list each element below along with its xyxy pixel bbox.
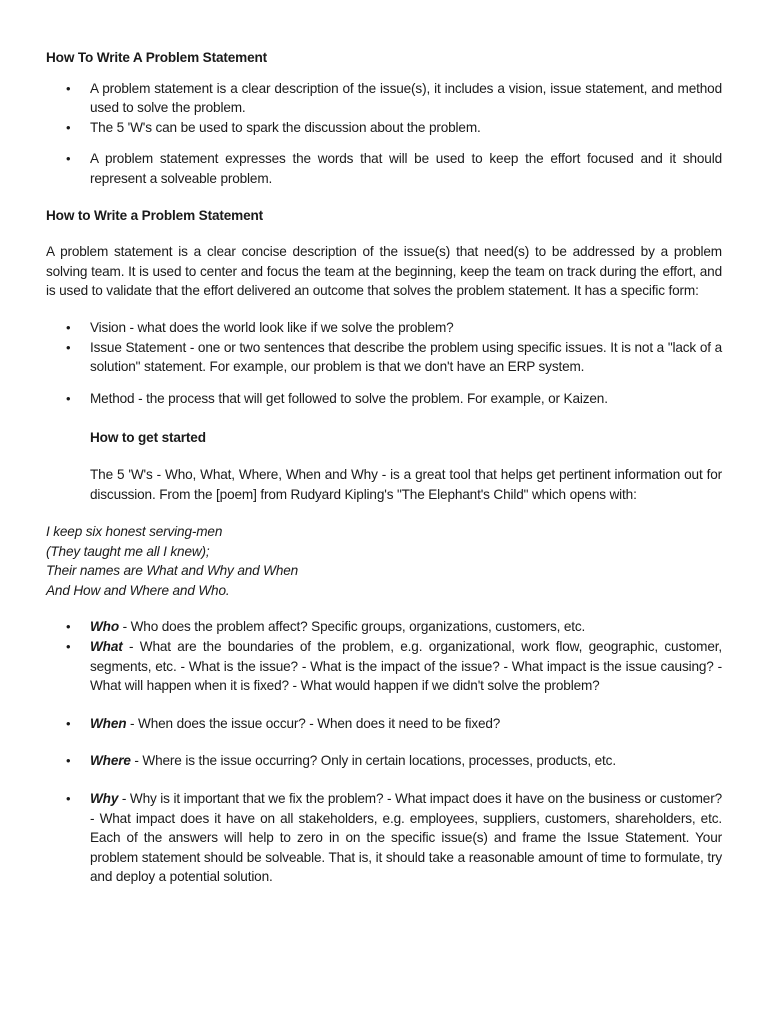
five-ws-term: Why [90, 791, 119, 807]
five-ws-item-what [46, 637, 722, 696]
section2-bullet: • Issue Statement - one or two sentences that describe the problem using specific issues. It is not a "lack of a solution" statement. For example, our problem is that we don't have an ERP system. [46, 338, 722, 377]
section1-bullet: • The 5 'W's can be used to spark the discussion about the problem. [46, 118, 722, 138]
five-ws-text: - Who does the problem affect? Specific groups, organizations, customers, etc. [119, 619, 586, 635]
five-ws-list [46, 617, 722, 887]
poem-line: Their names are What and Why and When [46, 563, 299, 579]
getting-started-paragraph: The 5 'W's - Who, What, Where, When and Why - is a great tool that helps get pertinent information out for discussion. From the [poem] from Rudyard Kipling's "The Elephant's Child" which opens with: [90, 466, 722, 502]
section1-bullet-list [46, 79, 722, 189]
five-ws-text: - Where is the issue occurring? Only in certain locations, processes, products, etc. [130, 753, 616, 769]
section2-bullet: • Vision - what does the world look like if we solve the problem? [46, 318, 722, 338]
five-ws-text: - When does the issue occur? - When does it need to be fixed? [126, 715, 501, 731]
five-ws-term: Where [90, 753, 131, 769]
five-ws-term: When [90, 715, 127, 731]
section2-bullet: • Method - the process that will get followed to solve the problem. For example, or Kaizen. [46, 389, 722, 409]
section2-bullet-list [46, 318, 722, 408]
five-ws-text: - What are the boundaries of the problem, e.g. organizational, work flow, geographic, customer, segments, etc. - What is the issue? - What is the impact of the issue? - What impact is the issue causing? - What will happen when it is fixed? - What would happen if we didn't solve the problem? [90, 639, 722, 694]
section2-intro-paragraph: A problem statement is a clear concise description of the issue(s) that need(s) to be addressed by a problem solving team. It is used to center and focus the team at the beginning, keep the team on track during the effort, and is used to validate that the effort delivered an outcome that solves the problem statement. It has a specific form: [46, 244, 722, 299]
poem-line: And How and Where and Who. [46, 582, 230, 598]
section1-bullet: • A problem statement expresses the words that will be used to keep the effort focused and it should represent a solveable problem. [46, 149, 722, 188]
five-ws-item-why [46, 789, 722, 887]
getting-started-heading: How to get started [90, 430, 206, 446]
five-ws-term: Who [90, 619, 119, 635]
five-ws-term: What [90, 639, 123, 655]
poem-line: (They taught me all I knew); [46, 543, 210, 559]
kipling-poem [46, 522, 722, 600]
five-ws-item-where [46, 751, 722, 771]
five-ws-text: - Why is it important that we fix the problem? - What impact does it have on the business or customer? - What impact does it have on all stakeholders, e.g. employees, suppliers, customers, shareholders, etc. Each of the answers will help to zero in on the specific issue(s) and frame the Issue Statement. Your problem statement should be solveable. That is, it should take a reasonable amount of time to formulate, try and deploy a potential solution. [90, 791, 722, 885]
five-ws-item-when [46, 714, 722, 734]
poem-line: I keep six honest serving-men [46, 524, 223, 540]
five-ws-item-who [46, 617, 722, 637]
section2-heading: How to Write a Problem Statement [46, 207, 264, 223]
section1-heading: How To Write A Problem Statement [46, 50, 268, 65]
section1-bullet: • A problem statement is a clear description of the issue(s), it includes a vision, issue statement, and method used to solve the problem. [46, 79, 722, 118]
